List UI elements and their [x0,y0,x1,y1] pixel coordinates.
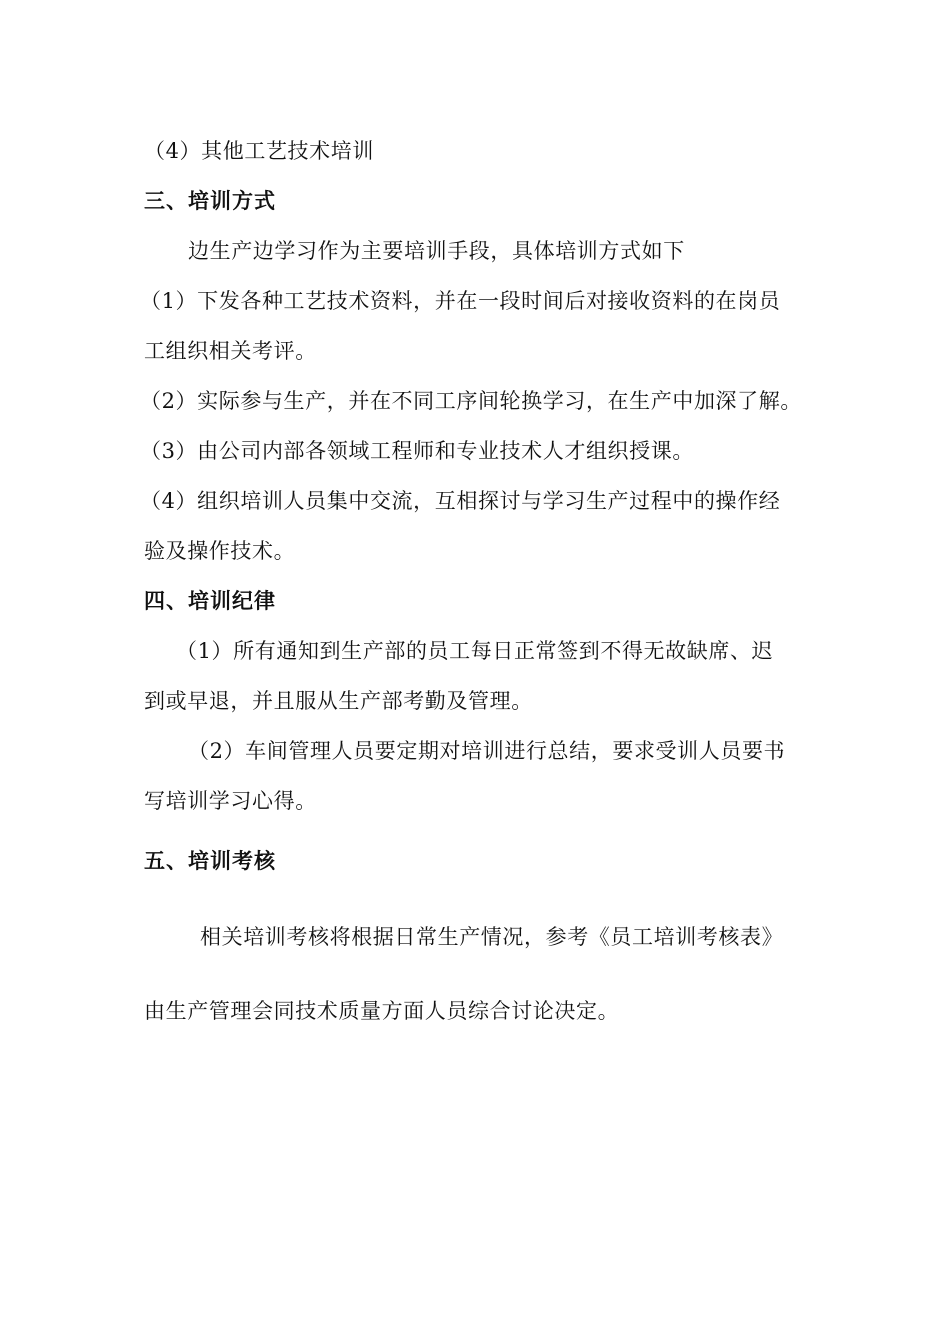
discipline-item-1-line-1: （1）所有通知到生产部的员工每日正常签到不得无故缺席、迟 [176,639,774,663]
section-heading-training-discipline: 四、培训纪律 [144,589,276,613]
assessment-paragraph-line-2: 由生产管理会同技术质量方面人员综合讨论决定。 [144,999,620,1023]
discipline-item-1-line-2: 到或早退，并且服从生产部考勤及管理。 [144,689,533,713]
method-item-4-line-1: （4）组织培训人员集中交流，互相探讨与学习生产过程中的操作经 [140,489,781,513]
method-item-1-line-2: 工组织相关考评。 [144,339,317,363]
section-heading-training-assessment: 五、培训考核 [144,849,276,873]
method-item-4-line-2: 验及操作技术。 [144,539,296,563]
training-item-4-other: （4）其他工艺技术培训 [144,139,374,163]
discipline-item-2-line-1: （2）车间管理人员要定期对培训进行总结，要求受训人员要书 [188,739,786,763]
method-item-2: （2）实际参与生产，并在不同工序间轮换学习，在生产中加深了解。 [140,389,802,413]
assessment-paragraph-line-1: 相关培训考核将根据日常生产情况，参考《员工培训考核表》 [200,925,784,949]
method-item-1-line-1: （1）下发各种工艺技术资料，并在一段时间后对接收资料的在岗员 [140,289,781,313]
method-item-3: （3）由公司内部各领域工程师和专业技术人才组织授课。 [140,439,694,463]
section-heading-training-methods: 三、培训方式 [144,189,276,213]
discipline-item-2-line-2: 写培训学习心得。 [144,789,317,813]
training-methods-intro: 边生产边学习作为主要培训手段，具体培训方式如下 [188,239,685,263]
